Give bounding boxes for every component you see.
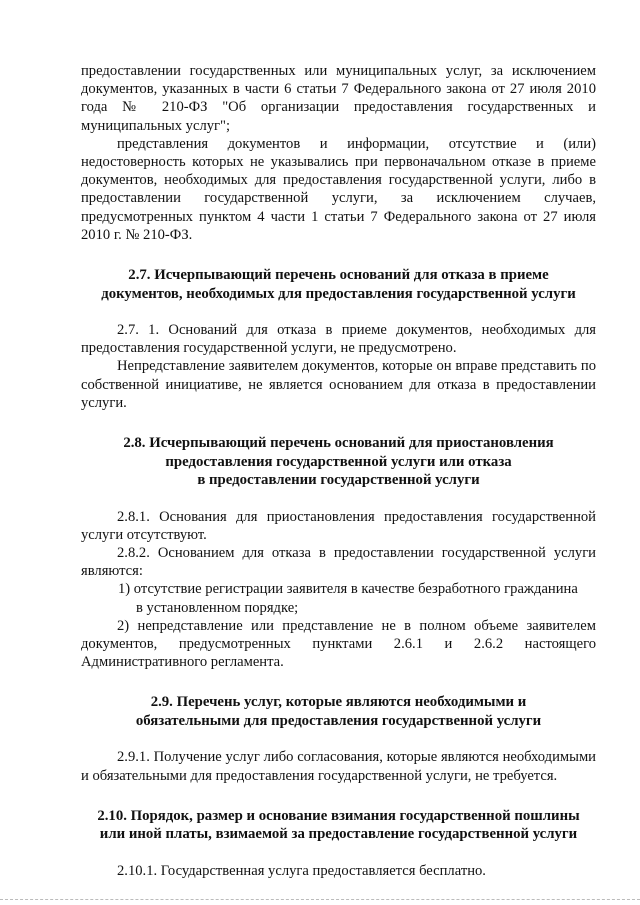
list-item-1: 1) отсутствие регистрации заявителя в качестве безработного гражданина [118,581,578,598]
paragraph-documents-info: представления документов и информации, отсутствие и (или) недостоверность которых не указывались при первоначальном отказе в приеме документов, необходимых для предоставления государственной услуги, либо в предоставлении государственной услуги, за исключением случаев, предусмотренных пунктом 4 части 1 статьи 7 Федерального закона от 27 июля 2010 г. № 210-ФЗ. [81,135,596,243]
heading-line: в предоставлении государственной услуги [197,472,480,489]
paragraph-non-submission: Непредставление заявителем документов, которые он вправе представить по собственной инициативе, не является основанием для отказа в предоставлении услуги. [81,358,596,411]
heading-line: документов, необходимых для предоставления государственной услуги [101,285,576,302]
paragraph-2-7-1: 2.7. 1. Оснований для отказа в приеме документов, необходимых для предоставления государственной услуги, не предусмотрено. [81,322,596,357]
section-2-7-heading [81,266,596,303]
heading-line: 2.9. Перечень услуг, которые являются необходимыми и [150,694,527,711]
paragraph-2-10-1: 2.10.1. Государственная услуга предоставляется бесплатно. [117,862,486,879]
heading-line: предоставления государственной услуги или отказа [165,453,512,470]
scan-edge-artifact [0,899,640,903]
heading-line: 2.8. Исчерпывающий перечень оснований для приостановления [123,435,554,452]
section-2-10-heading [81,807,596,844]
paragraph-2-8-2: 2.8.2. Основанием для отказа в предоставлении государственной услуги являются: [81,544,596,580]
heading-line: 2.10. Порядок, размер и основание взимания государственной пошлины [97,807,580,824]
section-2-8-heading [81,434,596,490]
paragraph-continuation: предоставлении государственных или муниципальных услуг, за исключением документов, указанных в части 6 статьи 7 Федерального закона от 27 июля 2010 года № 210-ФЗ "Об организации предоставления государственных и муниципальных услуг"; [81,63,596,134]
list-item-1-continuation: в установленном порядке; [136,599,299,616]
list-item-2: 2) непредставление или представление не в полном объеме заявителем документов, предусмотренных пунктами 2.6.1 и 2.6.2 настоящего Административного регламента. [81,617,596,671]
heading-line: 2.7. Исчерпывающий перечень оснований для отказа в приеме [128,267,549,284]
paragraph-2-8-1: 2.8.1. Основания для приостановления предоставления государственной услуги отсутствуют. [81,508,596,543]
heading-line: обязательными для предоставления государственной услуги [135,712,542,729]
paragraph-2-9-1: 2.9.1. Получение услуг либо согласования, которые являются необходимыми и обязательными для предоставления государственной услуги, не требуется. [81,749,596,784]
section-2-9-heading [81,693,596,730]
heading-line: или иной платы, взимаемой за предоставление государственной услуги [99,826,578,843]
